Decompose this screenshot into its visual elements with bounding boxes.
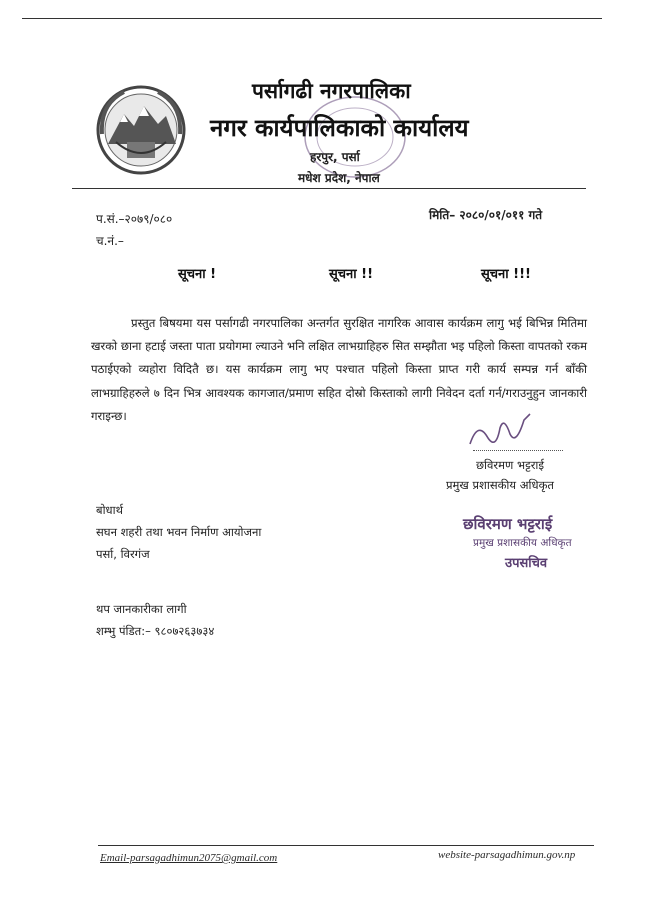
cc-line-1: सघन शहरी तथा भवन निर्माण आयोजना bbox=[96, 525, 262, 539]
footer-rule bbox=[98, 845, 594, 846]
header-divider bbox=[72, 188, 586, 189]
office-place: हरपुर, पर्सा bbox=[310, 150, 360, 164]
stamp-name: छविरमण भट्टराई bbox=[463, 515, 553, 533]
notice-title-2: सूचना !! bbox=[329, 267, 374, 282]
cc-heading: बोधार्थ bbox=[96, 503, 123, 517]
reference-number: प.सं.–२०७९/०८० bbox=[96, 212, 173, 226]
signatory-name: छविरमण भट्टराई bbox=[476, 458, 545, 472]
municipality-name: पर्सागढी नगरपालिका bbox=[252, 79, 411, 103]
notice-title-3: सूचना !!! bbox=[481, 267, 531, 282]
office-province: मधेश प्रदेश, नेपाल bbox=[298, 171, 380, 185]
footer-email: Email-parsagadhimun2075@gmail.com bbox=[100, 852, 278, 864]
handwritten-signature bbox=[466, 410, 536, 452]
contact-heading: थप जानकारीका लागी bbox=[96, 602, 187, 616]
signature-line bbox=[473, 450, 563, 451]
notice-body: प्रस्तुत बिषयमा यस पर्सागढी नगरपालिका अन्तर्गत सुरक्षित नागरिक आवास कार्यक्रम लागु भई बिभिन्न मितिमा खरको छाना हटाई जस्ता पाता प्रयोगमा ल्याउने भनि लक्षित लाभग्राहिहरु सित सम्झौता भइ पहिलो किस्ता वापतको रकम पठाईएको व्यहोरा विदितै छ। यस कार्यक्रम लागु भए पश्चात पहिलो किस्ता प्राप्त गरी कार्य सम्पन्न गर्न बाँकी लाभग्राहिहरुले ७ दिन भित्र आवश्यक कागजात/प्रमाण सहित दोस्रो किस्ताको लागी निवेदन दर्ता गर्न/गराउनुहुन जानकारी गराइन्छ। bbox=[91, 316, 587, 423]
contact-line: शम्भु पंडित:– ९८०७२६३७३४ bbox=[96, 624, 215, 638]
cc-line-2: पर्सा, विरगंज bbox=[96, 547, 150, 561]
notice-title-1: सूचना ! bbox=[178, 267, 217, 282]
dispatch-number: च.नं.– bbox=[96, 234, 124, 248]
top-rule bbox=[22, 18, 602, 19]
footer-website: website-parsagadhimun.gov.np bbox=[438, 849, 576, 861]
office-name: नगर कार्यपालिकाको कार्यालय bbox=[210, 114, 469, 142]
letter-date: मिति– २०८०/०१/०११ गते bbox=[429, 208, 543, 222]
nepal-emblem-logo bbox=[94, 84, 188, 176]
stamp-rank: उपसचिव bbox=[505, 556, 548, 571]
signatory-title: प्रमुख प्रशासकीय अधिकृत bbox=[446, 478, 554, 492]
stamp-title: प्रमुख प्रशासकीय अधिकृत bbox=[473, 537, 572, 549]
